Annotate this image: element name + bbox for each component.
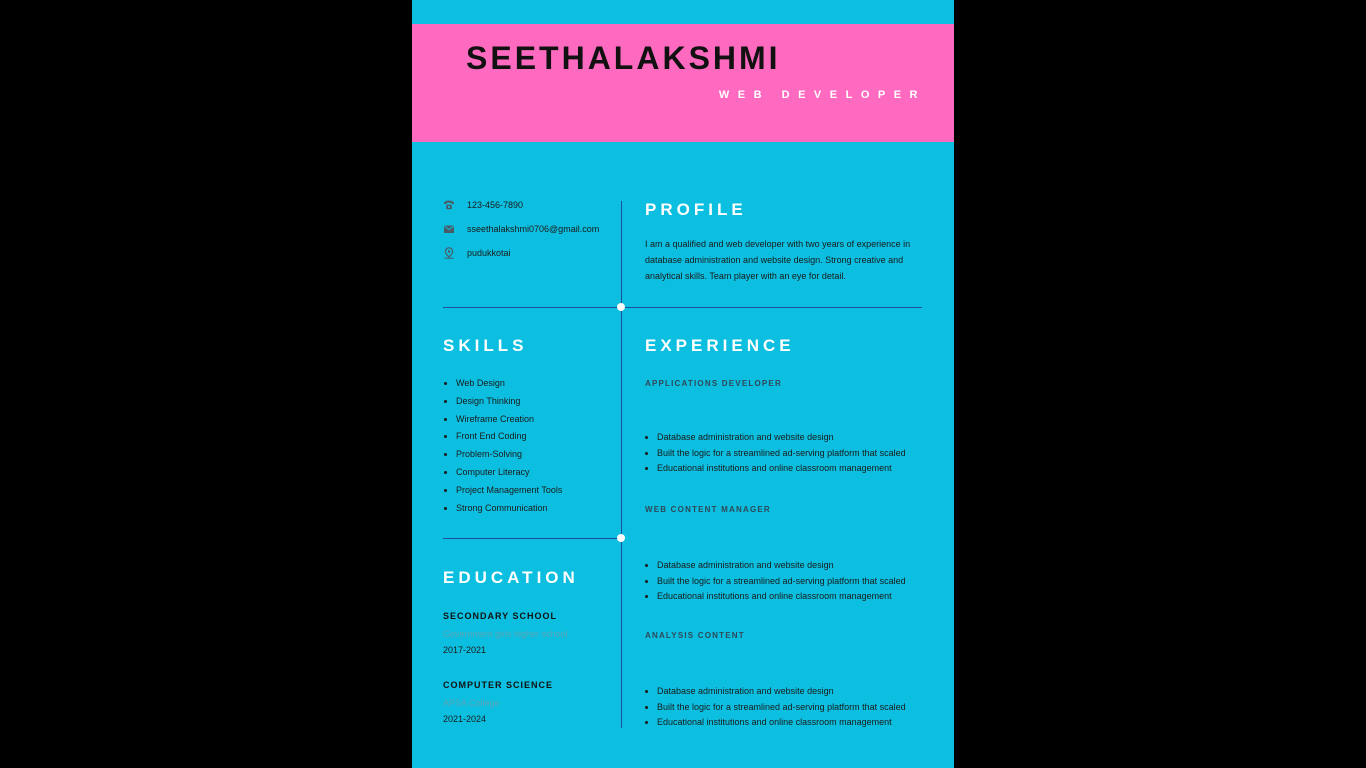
list-item: • Built the logic for a streamlined ad-serving platform that scaled <box>657 574 906 590</box>
list-item: • Design Thinking <box>456 393 562 411</box>
resume-page <box>412 0 954 768</box>
education-heading: EDUCATION <box>443 568 579 587</box>
list-item: • Database administration and website design <box>657 558 906 574</box>
skills-list <box>444 375 562 517</box>
job-title: APPLICATIONS DEVELOPER <box>645 379 782 388</box>
job-bullets <box>645 430 906 477</box>
list-item: • Database administration and website design <box>657 430 906 446</box>
education-institution: APSA College <box>443 698 500 708</box>
list-item: • Front End Coding <box>456 428 562 446</box>
education-years: 2017-2021 <box>443 645 487 655</box>
list-item: • Problem-Solving <box>456 446 562 464</box>
list-item: • Project Management Tools <box>456 482 562 500</box>
email-address: sseethalakshmi0706@gmail.com <box>467 224 600 234</box>
experience-heading: EXPERIENCE <box>645 336 795 355</box>
list-item: • Wireframe Creation <box>456 411 562 429</box>
education-institution: Government girls higher school <box>443 629 568 639</box>
candidate-name: SEETHALAKSHMI <box>466 40 781 76</box>
job-title: WEB CONTENT MANAGER <box>645 505 771 514</box>
phone-number: 123-456-7890 <box>467 200 524 210</box>
job-bullets <box>645 558 906 605</box>
list-item: • Educational institutions and online classroom management <box>657 715 906 731</box>
list-item: • Built the logic for a streamlined ad-serving platform that scaled <box>657 700 906 716</box>
list-item: • Strong Communication <box>456 500 562 518</box>
location-text: pudukkotai <box>467 248 511 258</box>
job-title: ANALYSIS CONTENT <box>645 631 745 640</box>
list-item: • Computer Literacy <box>456 464 562 482</box>
education-title: COMPUTER SCIENCE <box>443 680 554 690</box>
vertical-divider <box>621 201 622 728</box>
contact-phone <box>443 199 523 211</box>
divider-dot-top <box>617 303 625 311</box>
list-item: • Database administration and website design <box>657 684 906 700</box>
job-bullets <box>645 684 906 731</box>
job-role: WEB DEVELOPER <box>718 89 926 101</box>
education-years: 2021-2024 <box>443 714 487 724</box>
list-item: • Educational institutions and online classroom management <box>657 461 906 477</box>
email-icon <box>443 223 455 235</box>
list-item: • Built the logic for a streamlined ad-serving platform that scaled <box>657 446 906 462</box>
profile-heading: PROFILE <box>645 200 747 219</box>
phone-icon <box>443 199 455 211</box>
contact-email <box>443 223 599 235</box>
skills-heading: SKILLS <box>443 336 528 355</box>
list-item: • Educational institutions and online classroom management <box>657 589 906 605</box>
location-pin-icon <box>443 247 455 259</box>
education-title: SECONDARY SCHOOL <box>443 611 558 621</box>
divider-dot-bottom <box>617 534 625 542</box>
contact-location <box>443 247 511 259</box>
horizontal-divider-top <box>443 307 922 308</box>
profile-text: I am a qualified and web developer with two years of experience in database administration and website design. Strong creative and analytical skills. Team player with an eye for detail. <box>645 239 911 281</box>
list-item: • Web Design <box>456 375 562 393</box>
horizontal-divider-bottom <box>443 538 621 539</box>
